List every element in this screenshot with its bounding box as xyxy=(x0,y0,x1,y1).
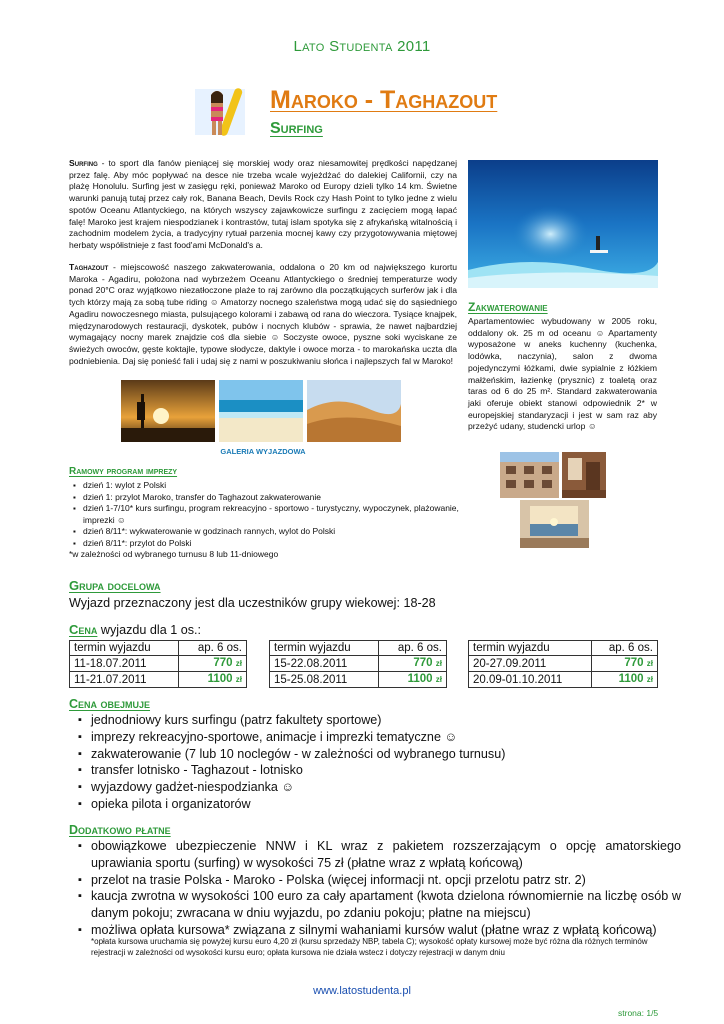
price-heading xyxy=(69,622,201,637)
extra-footnote: *opłata kursowa uruchamia się powyżej kursu euro 4,20 zł (kursu sprzedaży NBP, tabela C); wysokość opłaty kursowej może być różna dla różnych terminów rejestracji w zależności od wysokości kursu euro; opłata kursowa nie działa wstecz i dotyczy rejestracji w danym dniu xyxy=(91,937,648,957)
intro-paragraph xyxy=(69,158,457,252)
price-table-september xyxy=(468,640,658,688)
list-item: ▪ wyjazdowy gadżet-niespodzianka ☺ xyxy=(91,779,681,796)
taghazout-text: - miejscowość naszego zakwaterowania, oddalona o 20 km od największego kurortu Maroka - Agadiru, położona nad wybrzeżem Oceanu Atlantyckiego o średniej temperaturze wody ponad 20°C oraz wyjątkowo niezatłoczone plaże to raj zarówno dla początkujących surferów jak i dla tych którzy mają za sobą tube riding ☺ Amatorzy nocnego szaleństwa mogą udać się do sąsiedniego Agadiru nowoczesnego miasta, pulsującego kolorami i zabawą od rana do wieczora. Tysiące knajpek, międzynarodowych restauracji, dyskotek, pubów i nocnych klubów - sprawia, że nawet najbardziej wymagający nocny marek znajdzie coś dla siebie ☺ Soczyste owoce, pyszne soki wyciskane ze świeżych owoców, gęste koktajle, typowe słodycze, daktyle i owoce morza - to marokańska uczta dla podniebienia. Daj się ponieść fali i udaj się z nami w poszukiwaniu słońca i najlepszych fal w Maroko! xyxy=(69,262,457,366)
list-item: ▪ dzień 1: przylot Maroko, transfer do Taghazout zakwaterowanie xyxy=(83,492,483,504)
program-heading: Ramowy program imprezy xyxy=(69,466,178,477)
list-item: ▪ zakwaterowanie (7 lub 10 noclegów - w zależności od wybranego turnusu) xyxy=(91,746,681,763)
list-item: ▪ przelot na trasie Polska - Maroko - Polska (więcej informacji nt. opcji przelotu patrz str. 2) xyxy=(91,872,681,889)
price-col-price: ap. 6 os. xyxy=(591,641,657,656)
price-col-date: termin wyjazdu xyxy=(270,641,379,656)
price-col-date: termin wyjazdu xyxy=(469,641,592,656)
price-table-august xyxy=(269,640,447,688)
gallery-beach-photo xyxy=(219,380,303,442)
price-value: 1100 zł xyxy=(379,672,447,688)
gallery-sunset-photo xyxy=(121,380,215,442)
price-value: 1100 zł xyxy=(591,672,657,688)
group-heading: Grupa docelowa xyxy=(69,578,161,593)
intro-lead: Surfing xyxy=(69,158,98,168)
program-list xyxy=(69,480,483,549)
price-date: 15-22.08.2011 xyxy=(270,656,379,672)
list-item: ▪ dzień 1: wylot z Polski xyxy=(83,480,483,492)
taghazout-paragraph xyxy=(69,262,457,367)
price-value: 770 zł xyxy=(379,656,447,672)
includes-heading: Cena obejmuje xyxy=(69,697,151,711)
website-link[interactable]: www.latostudenta.pl xyxy=(313,985,411,997)
page-subtitle: Surfing xyxy=(270,120,323,137)
price-heading-strong: Cena xyxy=(69,622,98,637)
page-number: strona: 1/5 xyxy=(618,1008,659,1018)
list-item: ▪ opieka pilota i organizatorów xyxy=(91,796,681,813)
list-item: ▪ dzień 8/11*: przylot do Polski xyxy=(83,538,483,550)
surfer-girl-image xyxy=(193,85,253,137)
extra-list xyxy=(69,838,681,939)
price-date: 20.09-01.10.2011 xyxy=(469,672,592,688)
gallery-caption: GALERIA WYJAZDOWA xyxy=(220,447,306,456)
ocean-view-photo xyxy=(520,500,589,548)
list-item: ▪ kaucja zwrotna w wysokości 100 euro za cały apartament (kwota dzielona równomiernie na liczbę osób w danym pokoju; zwracana w dniu wyjazdu, po zdaniu pokoju; płatne na miejscu) xyxy=(91,888,681,922)
includes-list xyxy=(69,712,681,813)
price-col-price: ap. 6 os. xyxy=(179,641,247,656)
apartment-interior-photo xyxy=(562,452,606,498)
price-value: 770 zł xyxy=(591,656,657,672)
price-value: 770 zł xyxy=(179,656,247,672)
extra-heading: Dodatkowo płatne xyxy=(69,823,171,837)
intro-text: - to sport dla fanów pieniącej się morskiej wody oraz niesamowitej prędkości napędzanej przez falę. Aby móc popływać na desce nie trzeba wcale wyjeżdżać do dalekiej Californii, czy na plażę Honolulu. Surfing jest w zasięgu ręki, ponieważ Maroko od Europy dzieli tylko 14 km. Świetne warunki panują tutaj przez cały rok, Banana Beach, Devils Rock czy Hash Point to tylko jedne z wielu spotów Oceanu Atlantyckiego, na których wszyscy zajawkowicze surfingu z zacięciem mogą łapać falę! Maroko jest krajem niespodzianek i kontrastów, tutaj islam spotyka się z afrykańską witalnością i zachodnim modelem życia, a tradycyjny rytuał parzenia mocnej kawy czy przygotowywania miętowej herbaty współistnieje z fast food'ami McDonald's a. xyxy=(69,158,457,250)
apartment-building-photo xyxy=(500,452,559,498)
price-heading-rest: wyjazdu dla 1 os.: xyxy=(97,623,201,637)
price-date: 11-18.07.2011 xyxy=(70,656,179,672)
price-date: 20-27.09.2011 xyxy=(469,656,592,672)
price-date: 15-25.08.2011 xyxy=(270,672,379,688)
list-item: ▪ obowiązkowe ubezpieczenie NNW i KL wraz z pakietem rozszerzającym o opcję amatorskiego uprawiania sportu (surfing) w wysokości 75 zł (płatne wraz z wpłatą końcową) xyxy=(91,838,681,872)
taghazout-lead: Taghazout xyxy=(69,262,109,272)
list-item: ▪ dzień 1-7/10* kurs surfingu, program rekreacyjno - sportowo - turystyczny, wypoczynek, plażowanie, imprezki ☺ xyxy=(83,503,483,526)
price-col-price: ap. 6 os. xyxy=(379,641,447,656)
price-table-july xyxy=(69,640,247,688)
page-title: Maroko - Taghazout xyxy=(270,86,498,114)
list-item: ▪ jednodniowy kurs surfingu (patrz fakultety sportowe) xyxy=(91,712,681,729)
wave-photo xyxy=(468,160,658,288)
accommodation-text: Apartamentowiec wybudowany w 2005 roku, oddalony ok. 25 m od oceanu ☺ Apartamenty wyposażone w aneks kuchenny (kuchenka, lodówka, naczynia), salon z dwoma pojedynczymi łóżkami, dwie sypialnie z łóżkiem małżeńskim, łazienkę (prysznic) z toaletą oraz taras od 6 do 25 m². Standard zakwaterowania jaki oferuje obiekt stanowi odpowiednik 2* w europejskiej standaryzacji i jest w sam raz aby przeżyć udany, studencki urlop ☺ xyxy=(468,316,657,432)
price-date: 11-21.07.2011 xyxy=(70,672,179,688)
price-col-date: termin wyjazdu xyxy=(70,641,179,656)
accommodation-heading: Zakwaterowanie xyxy=(468,300,548,314)
page-header: Lato Studenta 2011 xyxy=(293,38,431,55)
list-item: ▪ dzień 8/11*: wykwaterowanie w godzinach rannych, wylot do Polski xyxy=(83,526,483,538)
list-item: ▪ imprezy rekreacyjno-sportowe, animacje i imprezki tematyczne ☺ xyxy=(91,729,681,746)
list-item: ▪ możliwa opłata kursowa* związana z silnymi wahaniami kursów walut (płatne wraz z wpłatą końcową) xyxy=(91,922,681,939)
group-text: Wyjazd przeznaczony jest dla uczestników grupy wiekowej: 18-28 xyxy=(69,596,436,610)
list-item: ▪ transfer lotnisko - Taghazout - lotnisko xyxy=(91,762,681,779)
price-value: 1100 zł xyxy=(179,672,247,688)
gallery-desert-photo xyxy=(307,380,401,442)
program-note: *w zależności od wybranego turnusu 8 lub 11-dniowego xyxy=(69,549,279,559)
